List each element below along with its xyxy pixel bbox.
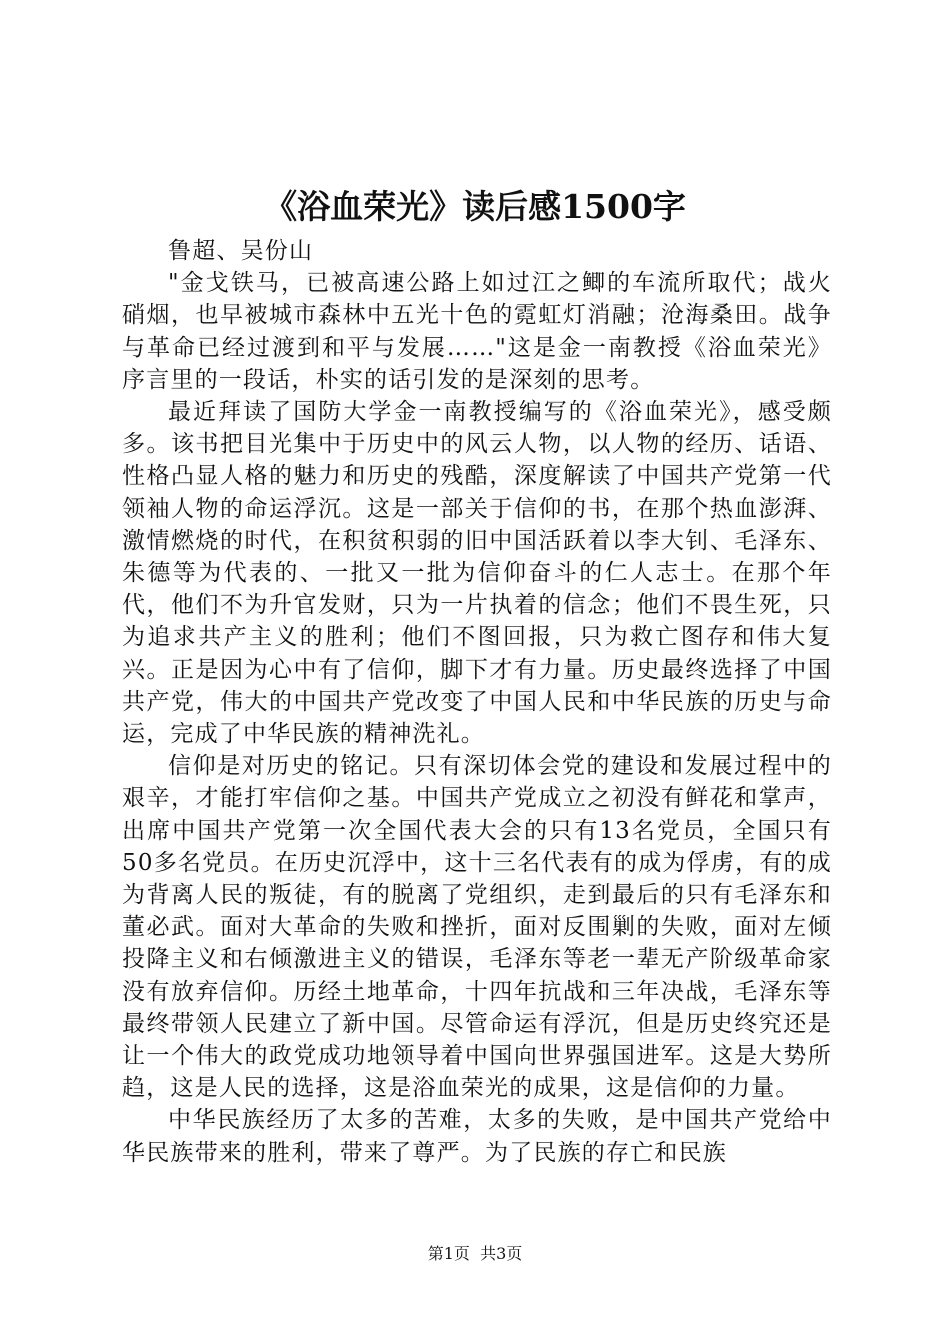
document-title: 《浴血荣光》读后感1500字 [264,187,686,226]
page-number: 第1页 共3页 [427,1244,523,1263]
author-line: 鲁超、吴份山 [168,238,314,264]
paragraph-1: "金戈铁马，已被高速公路上如过江之鲫的车流所取代；战火硝烟，也早被城市森林中五光十色的霓虹灯消融；沧海桑田。战争与革命已经过渡到和平与发展……"这是金一南教授《浴血荣光》序言里的一段话，朴实的话引发的是深刻的思考。 [122,270,832,393]
document-body [122,235,832,1169]
paragraph-2: 最近拜读了国防大学金一南教授编写的《浴血荣光》，感受颇多。该书把目光集中于历史中的风云人物，以人物的经历、话语、性格凸显人格的魅力和历史的残酷，深度解读了中国共产党第一代领袖人物的命运浮沉。这是一部关于信仰的书，在那个热血澎湃、激情燃烧的时代，在积贫积弱的旧中国活跃着以李大钊、毛泽东、朱德等为代表的、一批又一批为信仰奋斗的仁人志士。在那个年代，他们不为升官发财，只为一片执着的信念；他们不畏生死，只为追求共产主义的胜利；他们不图回报，只为救亡图存和伟大复兴。正是因为心中有了信仰，脚下才有力量。历史最终选择了中国共产党，伟大的中国共产党改变了中国人民和中华民族的历史与命运，完成了中华民族的精神洗礼。 [122,399,832,748]
paragraph-3: 信仰是对历史的铭记。只有深切体会党的建设和发展过程中的艰辛，才能打牢信仰之基。中国共产党成立之初没有鲜花和掌声，出席中国共产党第一次全国代表大会的只有13名党员，全国只有50多名党员。在历史沉浮中，这十三名代表有的成为俘虏，有的成为背离人民的叛徒，有的脱离了党组织，走到最后的只有毛泽东和董必武。面对大革命的失败和挫折，面对反围剿的失败，面对左倾投降主义和右倾激进主义的错误，毛泽东等老一辈无产阶级革命家没有放弃信仰。历经土地革命，十四年抗战和三年决战，毛泽东等最终带领人民建立了新中国。尽管命运有浮沉，但是历史终究还是让一个伟大的政党成功地领导着中国向世界强国进军。这是大势所趋，这是人民的选择，这是浴血荣光的成果，这是信仰的力量。 [122,753,832,1102]
paragraph-4: 中华民族经历了太多的苦难，太多的失败，是中国共产党给中华民族带来的胜利，带来了尊严。为了民族的存亡和民族 [122,1107,832,1166]
